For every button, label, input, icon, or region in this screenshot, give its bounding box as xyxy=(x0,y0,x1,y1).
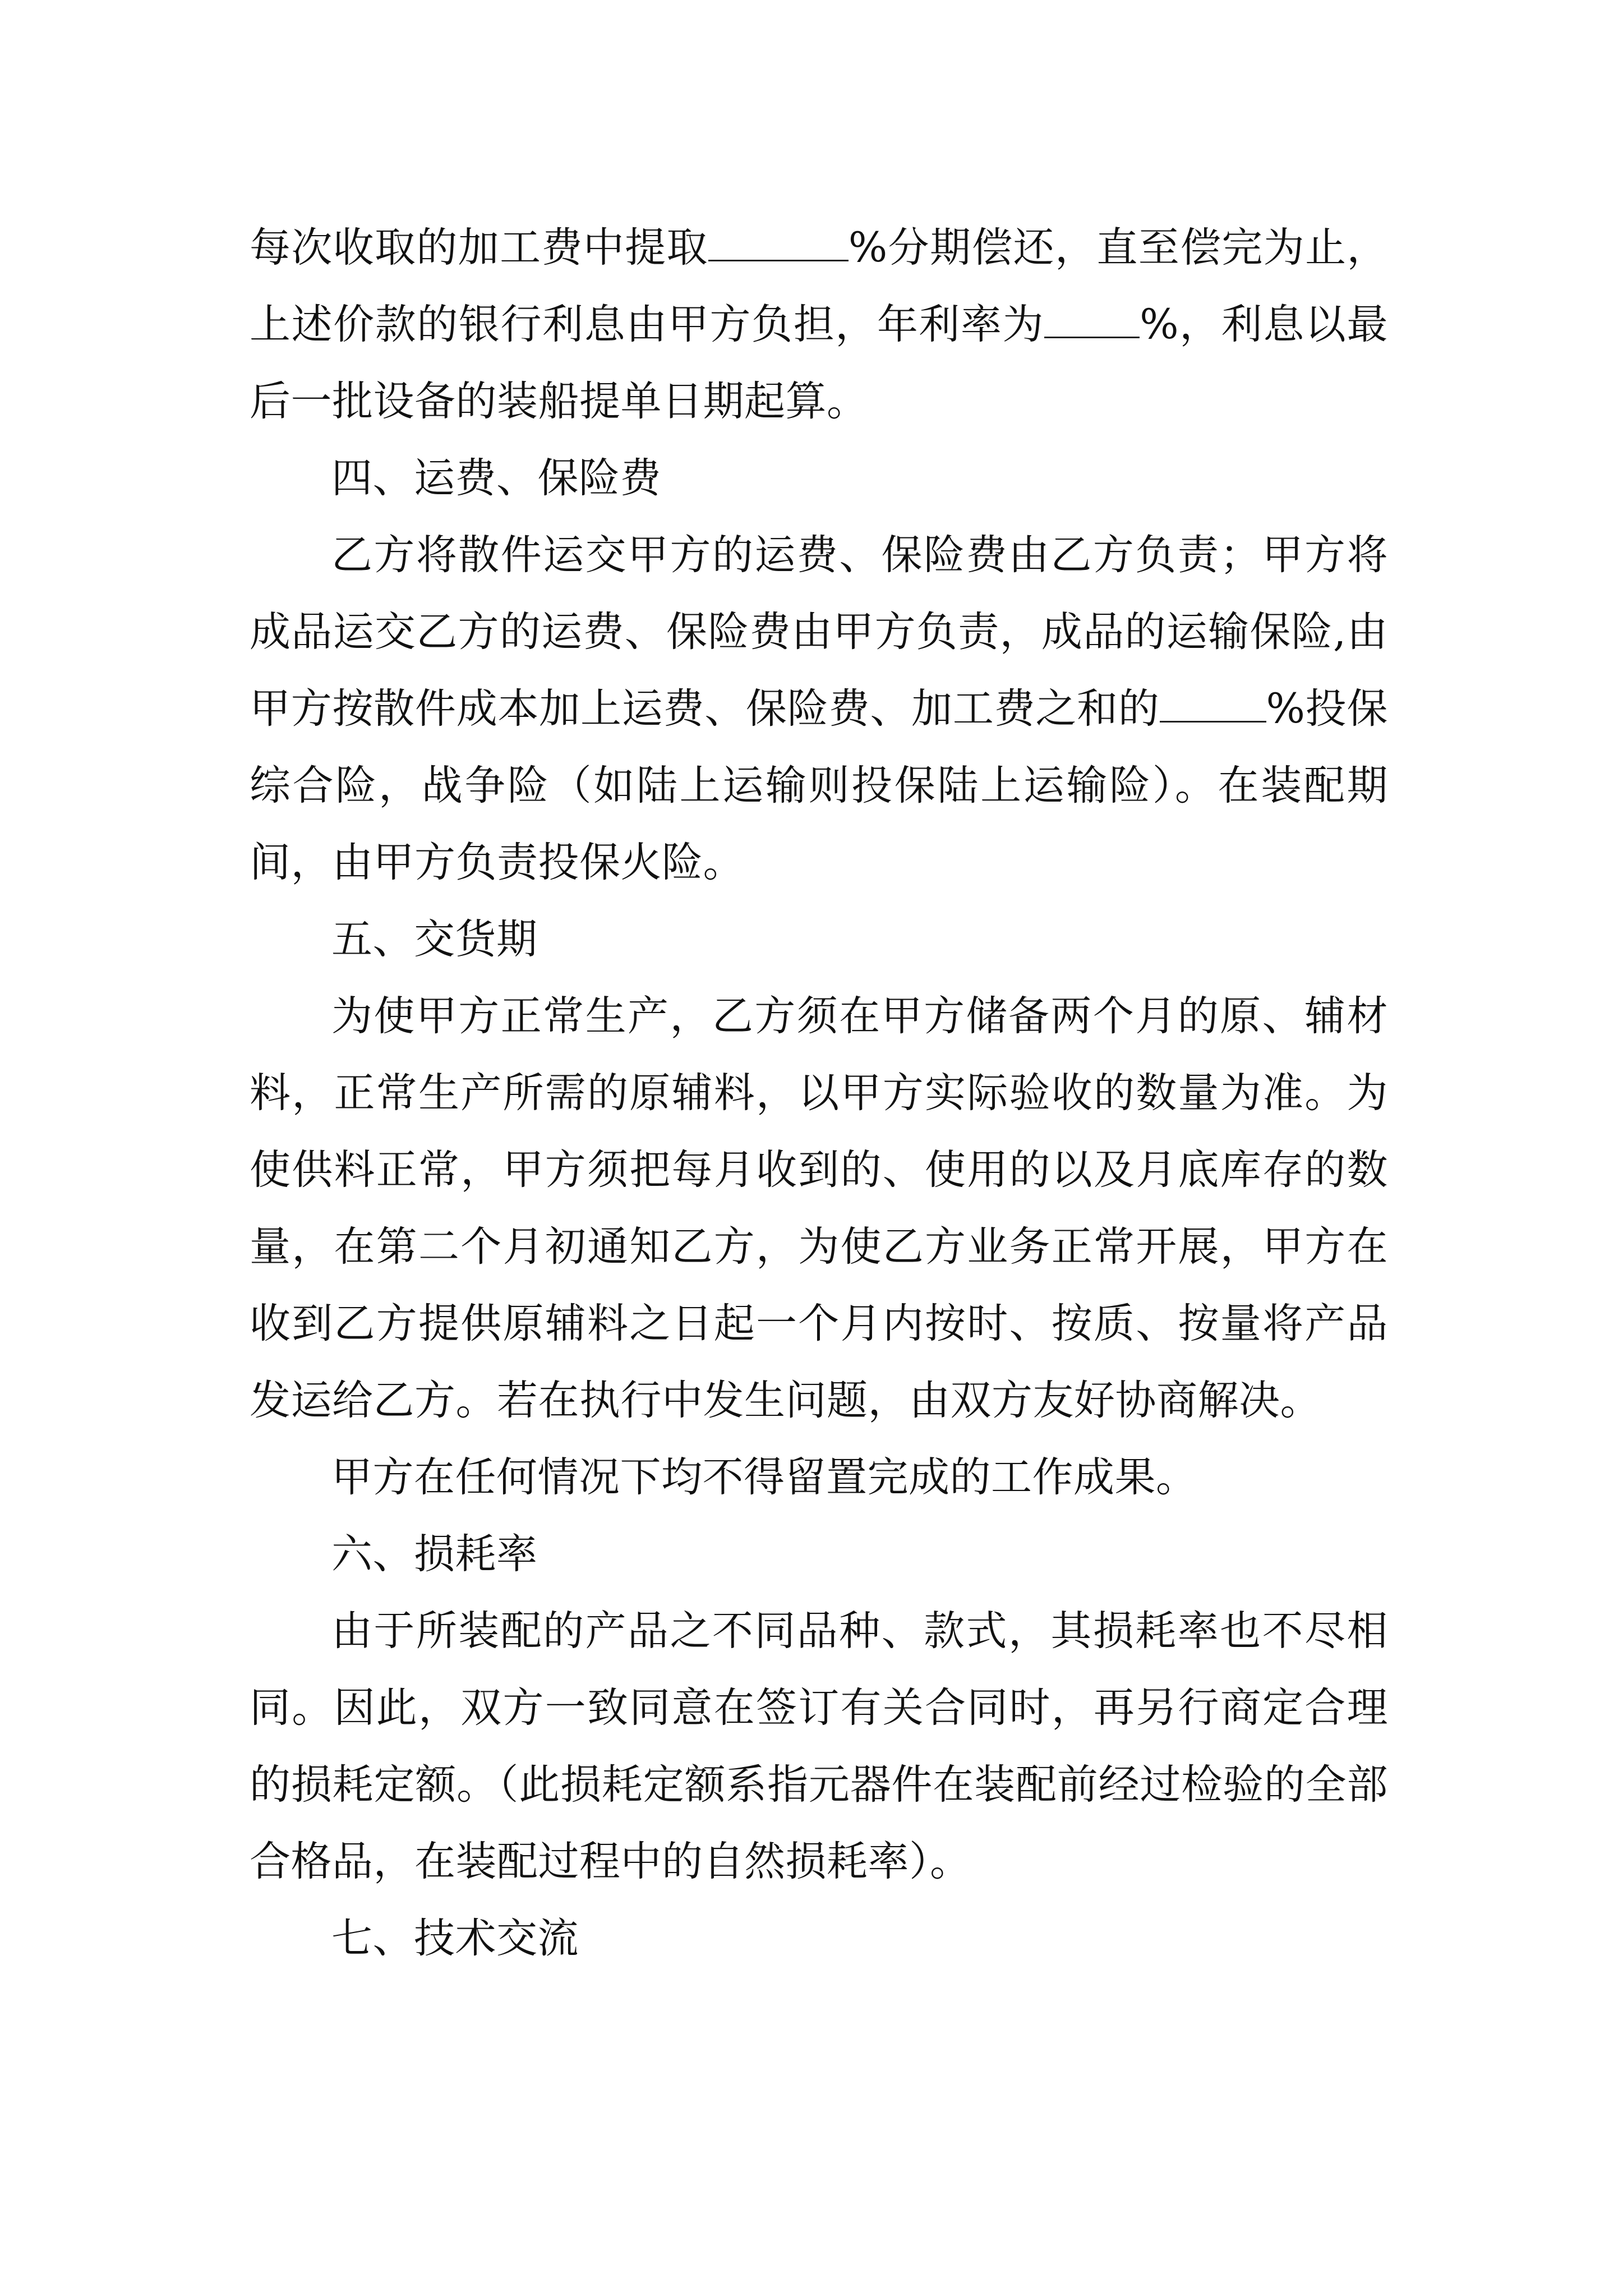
section-heading-delivery: 五、交货期 xyxy=(331,915,538,963)
fill-blank-insurance-percent xyxy=(1160,684,1266,723)
section-heading-freight-insurance: 四、运费、保险费 xyxy=(331,454,661,502)
repayment-text-2: %分期偿还，直至偿完为止，上述价款的银行利息由甲方负担，年利率为 xyxy=(250,224,1388,348)
section-heading-loss-rate: 六、损耗率 xyxy=(331,1530,538,1578)
repayment-paragraph xyxy=(250,209,1388,440)
delivery-paragraph: 为使甲方正常生产，乙方须在甲方储备两个月的原、辅材料，正常生产所需的原辅料，以甲方实际验收的数量为准。为使供料正常，甲方须把每月收到的、使用的以及月底库存的数量，在第二个月初通知乙方，为使乙方业务正常开展，甲方在收到乙方提供原辅料之日起一个月内按时、按质、按量将产品发运给乙方。若在执行中发生问题，由双方友好协商解决。 xyxy=(250,992,1388,1424)
section-heading-tech-exchange: 七、技术交流 xyxy=(331,1915,579,1962)
contract-text xyxy=(250,209,1388,1977)
repayment-text-1: 每次收取的加工费中提取 xyxy=(250,224,708,272)
loss-rate-paragraph: 由于所装配的产品之不同品种、款式，其损耗率也不尽相同。因此，双方一致同意在签订有关合同时，再另行商定合理的损耗定额。（此损耗定额系指元器件在装配前经过检验的全部合格品，在装配过程中的自然损耗率）。 xyxy=(250,1607,1388,1885)
freight-insurance-paragraph xyxy=(250,517,1388,901)
freight-text-2: %投保综合险，战争险（如陆上运输则投保陆上运输险）。在装配期间，由甲方负责投保火险。 xyxy=(250,685,1388,886)
fill-blank-repayment-percent xyxy=(708,223,849,261)
repayment-text-3: %，利息以最后一批设备的装船提单日期起算。 xyxy=(250,301,1388,425)
lien-paragraph: 甲方在任何情况下均不得留置完成的工作成果。 xyxy=(331,1453,1197,1501)
freight-text-1: 乙方将散件运交甲方的运费、保险费由乙方负责；甲方将成品运交乙方的运费、保险费由甲方负责，成品的运输保险,由甲方按散件成本加上运费、保险费、加工费之和的 xyxy=(250,531,1388,733)
fill-blank-interest-rate xyxy=(1044,300,1140,338)
